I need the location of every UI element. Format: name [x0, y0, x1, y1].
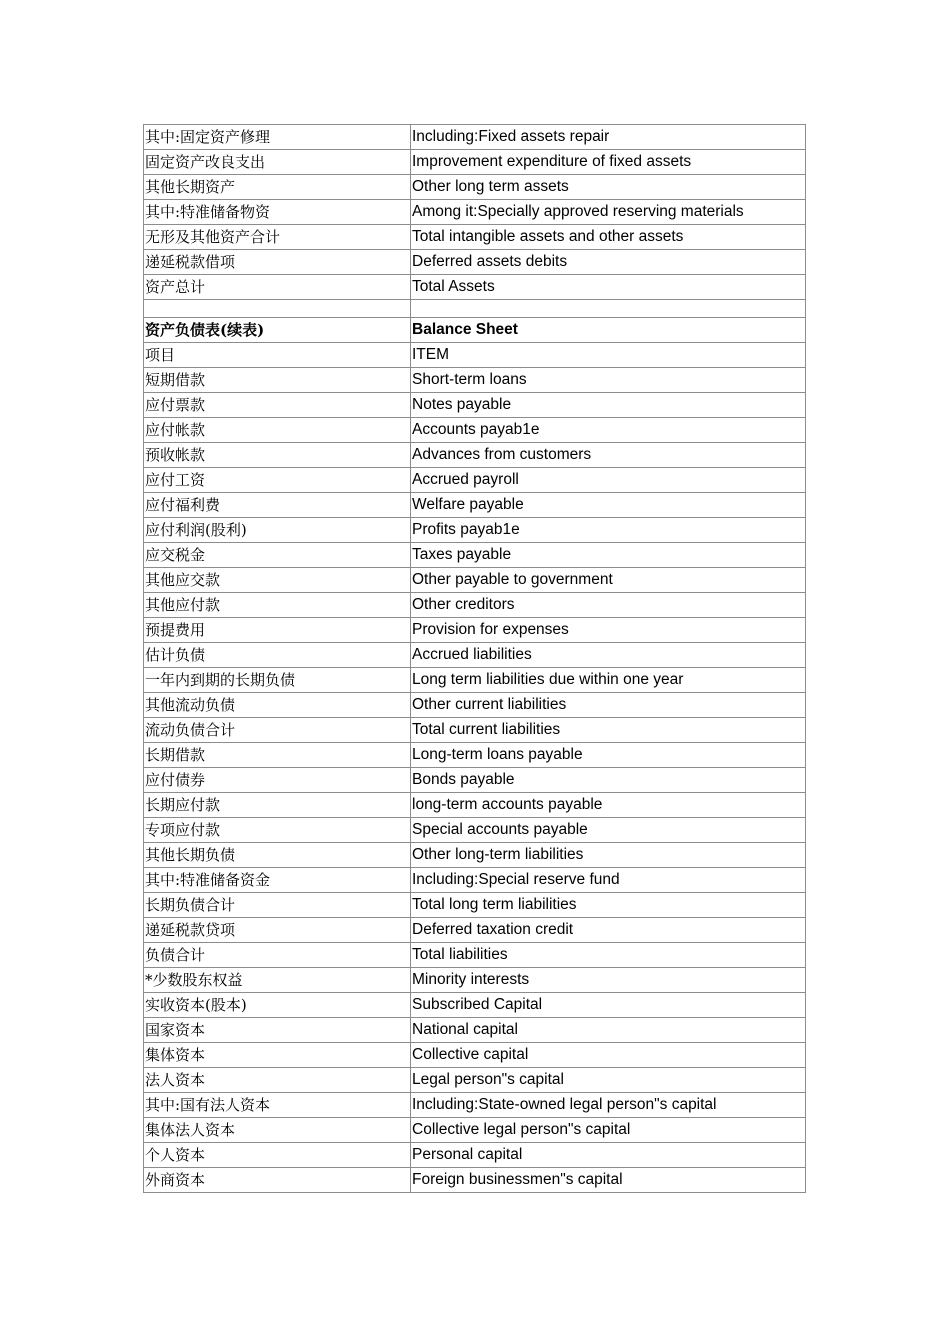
term-english: Short-term loans	[411, 368, 806, 393]
term-english: Including:Special reserve fund	[411, 868, 806, 893]
table-row	[144, 175, 806, 200]
term-chinese: 其他长期资产	[144, 175, 411, 200]
term-english: Total liabilities	[411, 943, 806, 968]
term-chinese: 外商资本	[144, 1168, 411, 1193]
table-row	[144, 568, 806, 593]
term-english: Other long-term liabilities	[411, 843, 806, 868]
term-chinese: 应付福利费	[144, 493, 411, 518]
term-english: Other current liabilities	[411, 693, 806, 718]
glossary-section-header	[144, 318, 806, 343]
term-chinese: 固定资产改良支出	[144, 150, 411, 175]
term-chinese: 应付利润(股利)	[144, 518, 411, 543]
term-english: Other long term assets	[411, 175, 806, 200]
term-chinese: 专项应付款	[144, 818, 411, 843]
table-row	[144, 543, 806, 568]
term-english: National capital	[411, 1018, 806, 1043]
term-english: Accounts payab1e	[411, 418, 806, 443]
term-english: Deferred assets debits	[411, 250, 806, 275]
table-row	[144, 225, 806, 250]
term-chinese: 无形及其他资产合计	[144, 225, 411, 250]
term-english: Accrued liabilities	[411, 643, 806, 668]
term-english: ITEM	[411, 343, 806, 368]
term-chinese: 其中:特准储备资金	[144, 868, 411, 893]
term-english: Advances from customers	[411, 443, 806, 468]
table-row	[144, 968, 806, 993]
term-chinese: 应付票款	[144, 393, 411, 418]
table-row	[144, 1118, 806, 1143]
term-chinese: 应交税金	[144, 543, 411, 568]
table-row	[144, 618, 806, 643]
term-chinese: *少数股东权益	[144, 968, 411, 993]
table-row	[144, 993, 806, 1018]
table-row	[144, 1093, 806, 1118]
table-row	[144, 125, 806, 150]
section-header-english: Balance Sheet	[411, 318, 806, 343]
term-chinese: 长期负债合计	[144, 893, 411, 918]
term-chinese: 法人资本	[144, 1068, 411, 1093]
term-english: Deferred taxation credit	[411, 918, 806, 943]
term-english: Total current liabilities	[411, 718, 806, 743]
table-row	[144, 468, 806, 493]
term-chinese: 应付工资	[144, 468, 411, 493]
term-english: Total long term liabilities	[411, 893, 806, 918]
table-row	[144, 793, 806, 818]
table-row	[144, 518, 806, 543]
term-chinese: 长期借款	[144, 743, 411, 768]
blank-row	[144, 300, 806, 318]
table-row	[144, 250, 806, 275]
term-chinese: 集体法人资本	[144, 1118, 411, 1143]
table-row	[144, 343, 806, 368]
glossary-spacer	[144, 300, 806, 318]
term-english: Collective legal person"s capital	[411, 1118, 806, 1143]
table-row	[144, 150, 806, 175]
table-row	[144, 1168, 806, 1193]
term-chinese: 实收资本(股本)	[144, 993, 411, 1018]
term-english: Among it:Specially approved reserving materials	[411, 200, 806, 225]
term-chinese: 其中:特准储备物资	[144, 200, 411, 225]
table-row	[144, 493, 806, 518]
term-chinese: 其他流动负债	[144, 693, 411, 718]
term-english: Long term liabilities due within one year	[411, 668, 806, 693]
table-row	[144, 643, 806, 668]
term-english: Notes payable	[411, 393, 806, 418]
term-chinese: 其中:国有法人资本	[144, 1093, 411, 1118]
term-english: Including:Fixed assets repair	[411, 125, 806, 150]
table-row	[144, 593, 806, 618]
term-chinese: 负债合计	[144, 943, 411, 968]
table-row	[144, 818, 806, 843]
term-english: Other payable to government	[411, 568, 806, 593]
term-chinese: 预提费用	[144, 618, 411, 643]
term-chinese: 其他应交款	[144, 568, 411, 593]
term-english: Including:State-owned legal person"s capital	[411, 1093, 806, 1118]
term-english: Total Assets	[411, 275, 806, 300]
term-english: Legal person"s capital	[411, 1068, 806, 1093]
table-row	[144, 275, 806, 300]
term-english: Bonds payable	[411, 768, 806, 793]
term-chinese: 个人资本	[144, 1143, 411, 1168]
table-row	[144, 368, 806, 393]
term-chinese: 长期应付款	[144, 793, 411, 818]
glossary-table	[143, 124, 806, 1193]
term-chinese: 一年内到期的长期负债	[144, 668, 411, 693]
term-english: Subscribed Capital	[411, 993, 806, 1018]
term-english: Profits payab1e	[411, 518, 806, 543]
glossary-section-bottom	[144, 343, 806, 1193]
table-row	[144, 200, 806, 225]
table-row	[144, 668, 806, 693]
term-chinese: 项目	[144, 343, 411, 368]
term-english: Total intangible assets and other assets	[411, 225, 806, 250]
glossary-section-top	[144, 125, 806, 300]
term-chinese: 应付债券	[144, 768, 411, 793]
term-chinese: 其他长期负债	[144, 843, 411, 868]
table-row	[144, 743, 806, 768]
term-english: Accrued payroll	[411, 468, 806, 493]
table-row	[144, 718, 806, 743]
term-chinese: 递延税款借项	[144, 250, 411, 275]
term-english: Collective capital	[411, 1043, 806, 1068]
table-row	[144, 943, 806, 968]
term-english: Taxes payable	[411, 543, 806, 568]
table-row	[144, 768, 806, 793]
table-row	[144, 1043, 806, 1068]
table-row	[144, 1068, 806, 1093]
table-row	[144, 418, 806, 443]
table-row	[144, 893, 806, 918]
term-chinese: 其中:固定资产修理	[144, 125, 411, 150]
term-english: Foreign businessmen"s capital	[411, 1168, 806, 1193]
term-chinese: 递延税款贷项	[144, 918, 411, 943]
table-row	[144, 1143, 806, 1168]
section-header-chinese: 资产负债表(续表)	[144, 318, 411, 343]
term-english: Long-term loans payable	[411, 743, 806, 768]
term-english: Minority interests	[411, 968, 806, 993]
term-chinese: 应付帐款	[144, 418, 411, 443]
term-chinese: 集体资本	[144, 1043, 411, 1068]
table-row	[144, 393, 806, 418]
table-row	[144, 443, 806, 468]
table-row	[144, 1018, 806, 1043]
table-row	[144, 868, 806, 893]
term-chinese: 预收帐款	[144, 443, 411, 468]
table-row	[144, 918, 806, 943]
term-chinese: 资产总计	[144, 275, 411, 300]
term-english: Other creditors	[411, 593, 806, 618]
term-english: Special accounts payable	[411, 818, 806, 843]
term-english: Provision for expenses	[411, 618, 806, 643]
section-header-row	[144, 318, 806, 343]
table-row	[144, 693, 806, 718]
term-chinese: 短期借款	[144, 368, 411, 393]
table-row	[144, 843, 806, 868]
term-chinese: 国家资本	[144, 1018, 411, 1043]
term-chinese: 其他应付款	[144, 593, 411, 618]
term-english: Improvement expenditure of fixed assets	[411, 150, 806, 175]
term-chinese: 估计负债	[144, 643, 411, 668]
term-english: long-term accounts payable	[411, 793, 806, 818]
term-chinese: 流动负债合计	[144, 718, 411, 743]
term-english: Welfare payable	[411, 493, 806, 518]
term-english: Personal capital	[411, 1143, 806, 1168]
